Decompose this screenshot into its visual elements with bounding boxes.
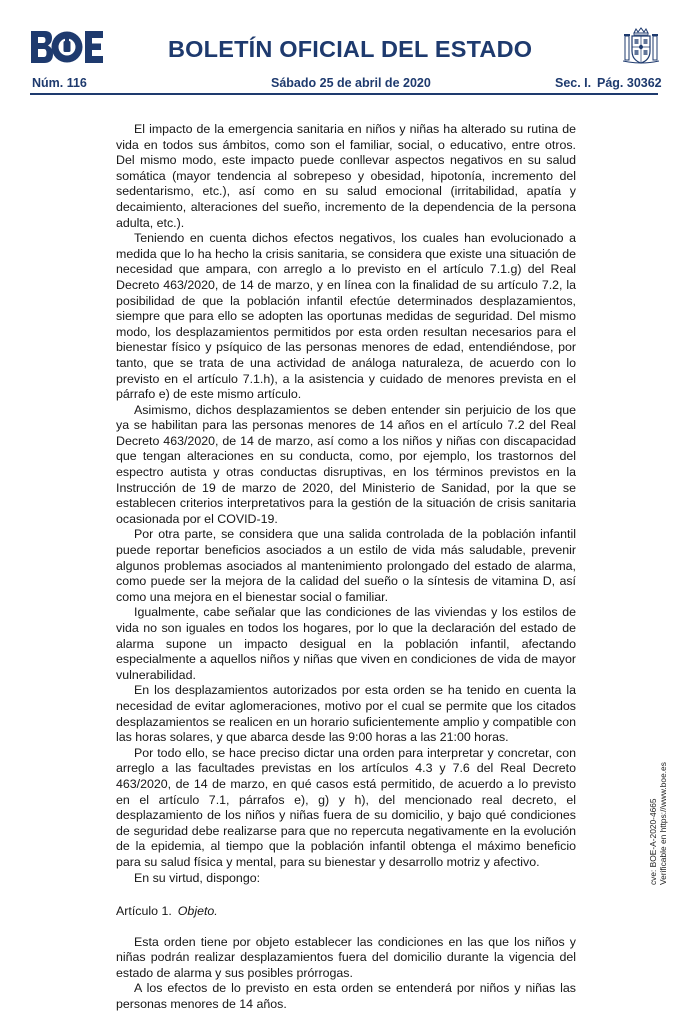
article-paragraph: A los efectos de lo previsto en esta orden se entenderá por niños y niñas las personas menores de 14 años.	[116, 981, 576, 1012]
article-paragraph: Esta orden tiene por objeto establecer las condiciones en las que los niños y niñas podrán realizar desplazamientos fuera del domicilio durante la vigencia del estado de alarma y sus posibles prórrogas.	[116, 934, 576, 980]
article-title: Objeto.	[177, 904, 218, 919]
page-number: Pág. 30362	[597, 76, 662, 90]
section-label: Sec. I.	[555, 76, 592, 90]
paragraph: Por otra parte, se considera que una salida controlada de la población infantil puede reportar beneficios asociados a un estilo de vida más saludable, prevenir algunos problemas asociados al mantenimiento prolongado del estado de alarma, como puede ser la mejora de la calidad del sueño o la síntesis de vitamina D, así como una mejora en el bienestar social o familiar.	[116, 527, 576, 604]
article-heading	[116, 904, 576, 920]
coat-of-arms-icon	[623, 27, 659, 67]
article-label: Artículo 1.	[116, 904, 172, 919]
verification-sidebar	[648, 762, 668, 885]
cve-code: cve: BOE-A-2020-4665	[648, 798, 658, 885]
paragraph: Asimismo, dichos desplazamientos se deben entender sin perjuicio de los que ya se habilitan para las personas menores de 14 años en el artículo 7.2 del Real Decreto 463/2020, de 14 de marzo, así como a los niños y niñas con discapacidad que tengan alteraciones en su conducta, como, por ejemplo, los trastornos del espectro autista y otras conductas disruptivas, en los términos previstos en la Instrucción de 19 de marzo de 2020, del Ministerio de Sanidad, por la que se establecen criterios interpretativos para la gestión de la situación de crisis sanitaria ocasionada por el COVID-19.	[116, 402, 576, 526]
paragraph: En los desplazamientos autorizados por esta orden se ha tenido en cuenta la necesidad de evitar aglomeraciones, motivo por el cual se permite que los citados desplazamientos se realicen en un horario suficientemente amplio y compatible con las horas solares, y que abarca desde las 9:00 horas a las 21:00 horas.	[116, 683, 576, 745]
page-header	[0, 0, 691, 96]
paragraph: En su virtud, dispongo:	[134, 870, 261, 885]
paragraph: El impacto de la emergencia sanitaria en niños y niñas ha alterado su rutina de vida en todos sus ámbitos, como son el familiar, social, o educativo, entre otros. Del mismo modo, este impacto puede conllevar aspectos negativos en su salud somática (mayor tendencia al sobrepeso y obesidad, hipotonía, incremento del sedentarismo, etc.), así como en su salud emocional (irritabilidad, apatía y decaimiento, alteraciones del sueño, incremento de la dependencia de la persona adulta, etc.).	[116, 122, 576, 230]
header-divider	[30, 93, 658, 95]
verification-link: Verificable en https://www.boe.es	[658, 762, 668, 885]
paragraph: Igualmente, cabe señalar que las condiciones de las viviendas y los estilos de vida no son iguales en todos los hogares, por lo que la declaración del estado de alarma supone un impacto desigual en la población infantil, afectando especialmente a aquellos niños y niñas que viven en condiciones de vida de mayor vulnerabilidad.	[116, 605, 576, 682]
paragraph: Teniendo en cuenta dichos efectos negativos, los cuales han evolucionado a medida que lo ha hecho la crisis sanitaria, se considera que existe una situación de necesidad que ampara, con arreglo a lo previsto en el artículo 7.1.g) del Real Decreto 463/2020, de 14 de marzo, y en línea con la finalidad de su artículo 7.2, la posibilidad de que la población infantil efectúe determinados desplazamientos, siempre que para ello se adopten las oportunas medidas de seguridad. Del mismo modo, los desplazamientos permitidos por esta orden resultan necesarios para el bienestar físico y psíquico de las personas menores de edad, entendiéndose, por tanto, que se trata de una actividad de análoga naturaleza, de acuerdo con lo previsto en el artículo 7.1.h), a la asistencia y cuidado de menores prevista en el párrafo e) de este mismo artículo.	[116, 231, 576, 402]
issue-date: Sábado 25 de abril de 2020	[271, 76, 431, 90]
paragraph: Por todo ello, se hace preciso dictar una orden para interpretar y concretar, con arreglo a las facultades previstas en los artículos 4.3 y 7.6 del Real Decreto 463/2020, de 14 de marzo, en qué casos está permitido, de acuerdo a lo previsto en el artículo 7.1, párrafos e), g) y h), del mencionado real decreto, el desplazamiento de los niños y niñas fuera de su domicilio, y bajo qué condiciones de seguridad debe realizarse para que no repercuta negativamente en la evolución de la epidemia, al tiempo que la población infantil obtenga el máximo beneficio para su salud física y mental, para su bienestar y desarrollo motriz y afectivo.	[116, 745, 576, 869]
boe-logo-icon	[30, 30, 104, 64]
bulletin-title: BOLETÍN OFICIAL DEL ESTADO	[168, 36, 533, 62]
issue-number: Núm. 116	[32, 76, 87, 90]
boe-logo	[30, 30, 104, 64]
document-body	[116, 122, 576, 1013]
